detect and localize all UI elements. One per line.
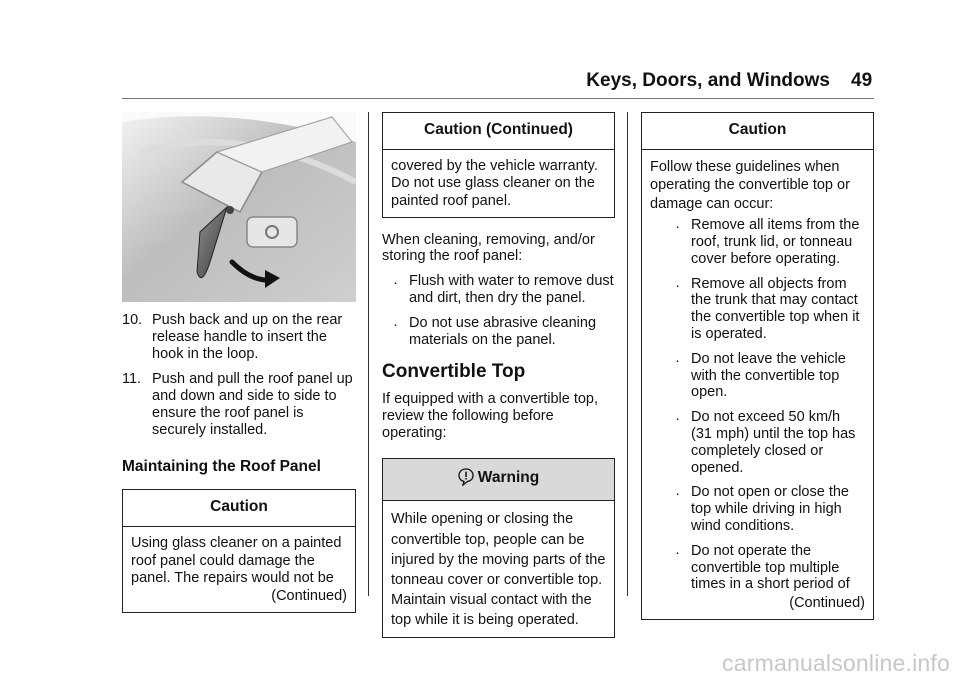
step-11: [122, 371, 356, 438]
warning-text: While opening or closing the convertible top, people can be injured by the moving parts of the tonneau cover or convertible top. Maintain visual contact with the top while it is being operated.: [391, 511, 606, 629]
bullet: .: [676, 545, 679, 557]
bullet: .: [676, 487, 679, 499]
caution-text: Using glass cleaner on a painted roof panel could damage the panel. The repairs would not be: [131, 535, 342, 587]
warning-title: Warning: [477, 468, 540, 486]
bullet-text: Do not open or close the top while driving in high wind conditions.: [691, 484, 849, 535]
caution-body: [123, 527, 355, 611]
caution-line: Do not use glass cleaner on the painted roof panel.: [391, 175, 595, 209]
guidelines-caution-body: [642, 150, 873, 619]
caution-continued-title: Caution (Continued): [383, 113, 614, 150]
caution-continued-box: [382, 112, 615, 218]
page-number: 49: [851, 70, 873, 91]
list-item: [664, 543, 865, 593]
convertible-top-heading: Convertible Top: [382, 361, 526, 383]
continued-label: (Continued): [271, 587, 347, 604]
caution-title: Caution: [123, 490, 355, 527]
watermark: carmanualsonline.info: [722, 650, 950, 676]
caution-continued-body: [383, 150, 614, 217]
column-3: [641, 112, 874, 620]
roof-panel-illustration: [122, 112, 356, 302]
guidelines-intro: Follow these guidelines when operating the convertible top or damage can occur:: [650, 158, 850, 212]
list-item: [664, 217, 865, 267]
caution-line: covered by the vehicle warranty.: [391, 157, 598, 174]
bullet: .: [676, 353, 679, 365]
continued-label: (Continued): [789, 595, 865, 612]
convertible-intro: If equipped with a convertible top, review the following before operating:: [382, 391, 599, 441]
list-item: [664, 351, 865, 401]
bullet: .: [676, 220, 679, 232]
section-title: Keys, Doors, and Windows: [586, 70, 830, 91]
bullet-text: Remove all items from the roof, trunk lid, or tonneau cover before operating.: [691, 217, 860, 267]
list-item: [664, 276, 865, 343]
list-item: [664, 409, 865, 476]
bullet: .: [394, 317, 397, 329]
column-divider-left: [368, 112, 369, 596]
roof-panel-heading: Maintaining the Roof Panel: [122, 457, 321, 475]
column-2: [382, 112, 615, 638]
bullet-text: Flush with water to remove dust and dirt, then dry the panel.: [409, 273, 614, 306]
guidelines-caution-title: Caution: [642, 113, 873, 150]
column-divider-right: [627, 112, 628, 596]
cleaning-bullets: [382, 273, 615, 348]
caution-box: [122, 489, 356, 612]
warning-box: [382, 458, 615, 638]
list-item: [382, 315, 615, 349]
guidelines-bullets: [650, 217, 865, 593]
list-item: [382, 273, 615, 307]
cleaning-intro: When cleaning, removing, and/or storing the roof panel:: [382, 231, 595, 265]
warning-body: [383, 501, 614, 636]
bullet-text: Do not exceed 50 km/h (31 mph) until the top has completely closed or opened.: [691, 409, 856, 476]
step-number: 11.: [122, 371, 142, 388]
bullet-text: Do not use abrasive cleaning materials on the panel.: [409, 314, 597, 348]
step-number: 10.: [122, 312, 143, 328]
bullet: .: [394, 276, 397, 288]
step-10: [122, 312, 356, 362]
column-1: [122, 112, 356, 613]
step-text: Push and pull the roof panel up and down and side to side to ensure the roof panel is securely installed.: [152, 371, 353, 438]
list-item: [664, 484, 865, 534]
bullet-text: Remove all objects from the trunk that may contact the convertible top when it is operated.: [691, 275, 860, 343]
warning-icon: [458, 468, 474, 491]
bullet: .: [676, 412, 679, 424]
bullet-text: Do not operate the convertible top multiple times in a short period of: [691, 542, 850, 593]
header-rule: [122, 98, 874, 99]
bullet-text: Do not leave the vehicle with the convertible top open.: [691, 350, 846, 401]
warning-header: [383, 459, 614, 502]
bullet: .: [676, 278, 679, 290]
guidelines-caution-box: [641, 112, 874, 620]
step-text: Push back and up on the rear release handle to insert the hook in the loop.: [152, 312, 343, 362]
